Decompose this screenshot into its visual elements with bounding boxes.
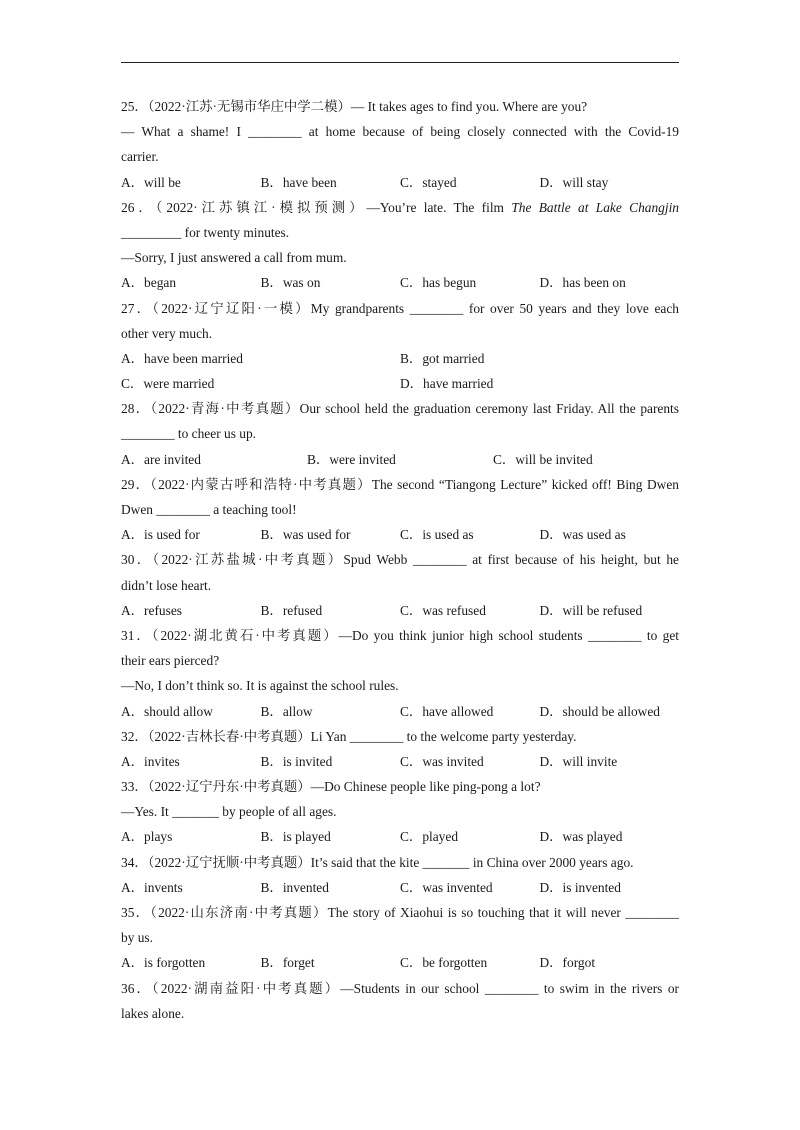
question-stem: 28．（2022·青海·中考真题）Our school held the graduation ceremony last Friday. All the parents	[121, 401, 679, 417]
question-34	[121, 850, 679, 900]
option-a[interactable]: A．have been married	[121, 350, 243, 366]
answer-options	[121, 950, 679, 975]
question-33	[121, 774, 679, 850]
option-b[interactable]: B．was on	[260, 275, 321, 291]
question-31	[121, 623, 679, 724]
question-35	[121, 900, 679, 976]
option-d[interactable]: D．will stay	[539, 174, 609, 190]
option-a[interactable]: A．invites	[121, 753, 180, 769]
option-d[interactable]: D．was played	[539, 829, 623, 845]
option-c[interactable]: C．stayed	[400, 174, 457, 190]
option-a[interactable]: A．is forgotten	[121, 955, 206, 971]
question-stem: —Sorry, I just answered a call from mum.	[121, 250, 347, 266]
answer-options	[121, 346, 679, 371]
question-stem: 36．（2022·湖南益阳·中考真题）—Students in our school ________ to swim in the rivers or	[121, 980, 679, 996]
option-b[interactable]: B．is invited	[260, 753, 333, 769]
option-d[interactable]: D．was used as	[539, 527, 626, 543]
option-c[interactable]: C．be forgotten	[400, 955, 488, 971]
answer-options	[121, 447, 679, 472]
film-title: The Battle at Lake Changjin	[511, 199, 679, 215]
question-stem: —Yes. It _______ by people of all ages.	[121, 804, 337, 820]
option-a[interactable]: A．will be	[121, 174, 181, 190]
answer-options	[121, 824, 679, 849]
option-a[interactable]: A．plays	[121, 829, 173, 845]
answer-options	[121, 371, 679, 396]
option-d[interactable]: D．will invite	[539, 753, 618, 769]
question-27	[121, 296, 679, 397]
question-stem: 32．（2022·吉林长春·中考真题）Li Yan ________ to the welcome party yesterday.	[121, 728, 577, 744]
question-stem: 35．（2022·山东济南·中考真题）The story of Xiaohui is so touching that it will never ________	[121, 905, 679, 920]
option-c[interactable]: C．was invented	[400, 879, 493, 895]
question-stem: 34．（2022·辽宁抚顺·中考真题）It’s said that the kite _______ in China over 2000 years ago.	[121, 854, 634, 870]
question-stem: Dwen ________ a teaching tool!	[121, 502, 297, 517]
question-36	[121, 976, 679, 1026]
answer-options	[121, 749, 679, 774]
option-c[interactable]: C．were married	[121, 376, 215, 392]
option-d[interactable]: D．is invented	[539, 879, 621, 895]
option-a[interactable]: A．should allow	[121, 703, 213, 719]
option-b[interactable]: B．allow	[260, 703, 313, 719]
stem-text: 26．（2022·江苏镇江·模拟预测）—You’re late. The film	[121, 199, 512, 215]
answer-options	[121, 598, 679, 623]
question-stem: other very much.	[121, 325, 213, 341]
question-stem: 25．（2022·江苏·无锡市华庄中学二模）— It takes ages to find you. Where are you?	[121, 99, 588, 114]
option-c[interactable]: C．will be invited	[493, 451, 593, 467]
option-a[interactable]: A．are invited	[121, 451, 201, 467]
option-a[interactable]: A．invents	[121, 879, 183, 895]
option-c[interactable]: C．played	[400, 829, 459, 845]
option-d[interactable]: D．has been on	[539, 275, 626, 291]
answer-options	[121, 522, 679, 547]
question-stem: 29．（2022·内蒙古呼和浩特·中考真题）The second “Tiangong Lecture” kicked off! Bing Dwen	[121, 476, 679, 492]
option-c[interactable]: C．have allowed	[400, 703, 494, 719]
question-stem: ________ to cheer us up.	[121, 426, 256, 442]
answer-options	[121, 699, 679, 724]
option-b[interactable]: B．have been	[260, 174, 337, 190]
question-list	[121, 94, 679, 1026]
question-28	[121, 396, 679, 472]
question-stem: _________ for twenty minutes.	[121, 224, 290, 240]
option-a[interactable]: A．began	[121, 275, 177, 291]
header-rule	[121, 62, 679, 63]
option-d[interactable]: D．should be allowed	[539, 703, 660, 719]
option-b[interactable]: B．were invited	[307, 451, 396, 467]
option-b[interactable]: B．is played	[260, 829, 331, 845]
option-b[interactable]: B．refused	[260, 602, 323, 618]
question-29	[121, 472, 679, 548]
question-30	[121, 547, 679, 623]
answer-options	[121, 170, 679, 195]
question-26	[121, 195, 679, 296]
option-b[interactable]: B．invented	[260, 879, 329, 895]
question-25	[121, 94, 679, 195]
question-stem: — What a shame! I ________ at home because of being closely connected with the Covid-19	[121, 124, 679, 140]
answer-options	[121, 270, 679, 295]
answer-options	[121, 875, 679, 900]
option-c[interactable]: C．has begun	[400, 275, 477, 291]
question-stem: lakes alone.	[121, 1005, 185, 1021]
option-d[interactable]: D．have married	[400, 376, 494, 392]
option-a[interactable]: A．refuses	[121, 602, 182, 618]
question-stem: by us.	[121, 930, 153, 946]
question-32	[121, 724, 679, 774]
question-stem: 31．（2022·湖北黄石·中考真题）—Do you think junior high school students ________ to get	[121, 627, 679, 643]
question-stem	[121, 195, 679, 220]
option-c[interactable]: C．was invited	[400, 753, 484, 769]
question-stem: carrier.	[121, 149, 159, 165]
option-d[interactable]: D．will be refused	[539, 602, 643, 618]
question-stem: 33．（2022·辽宁丹东·中考真题）—Do Chinese people like ping-pong a lot?	[121, 779, 541, 795]
question-stem: 30．（2022·江苏盐城·中考真题）Spud Webb ________ at first because of his height, but he	[121, 552, 679, 568]
question-stem: —No, I don’t think so. It is against the school rules.	[121, 678, 399, 694]
option-d[interactable]: D．forgot	[539, 955, 596, 971]
question-stem: didn’t lose heart.	[121, 577, 212, 593]
option-b[interactable]: B．forget	[260, 955, 315, 971]
option-c[interactable]: C．was refused	[400, 602, 486, 618]
option-b[interactable]: B．got married	[400, 350, 485, 366]
option-c[interactable]: C．is used as	[400, 527, 474, 543]
question-stem: 27．（2022·辽宁辽阳·一模）My grandparents ________ for over 50 years and they love each	[121, 300, 679, 316]
option-b[interactable]: B．was used for	[260, 527, 351, 543]
option-a[interactable]: A．is used for	[121, 527, 200, 543]
question-stem: their ears pierced?	[121, 653, 220, 669]
